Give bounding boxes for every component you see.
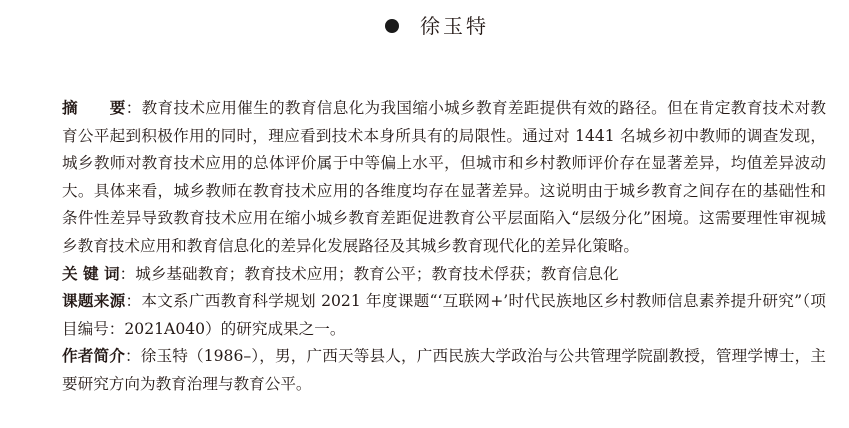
author-bio-text: ：徐玉特（1986–），男，广西天等县人，广西民族大学政治与公共管理学院副教授，管理学博士，主要研究方向为教育治理与教育公平。 (62, 347, 826, 393)
keywords-label: 关 键 词 (62, 264, 120, 283)
article-metadata (30, 95, 826, 399)
funding-label: 课题来源 (62, 292, 126, 311)
author-bio-paragraph (30, 343, 826, 398)
author-line (0, 11, 849, 41)
keywords-paragraph (30, 261, 826, 289)
funding-paragraph (30, 288, 826, 343)
author-name: 徐玉特 (420, 14, 489, 38)
keywords-text: ：城乡基础教育；教育技术应用；教育公平；教育技术俘获；教育信息化 (119, 264, 619, 283)
abstract-label: 摘 要 (62, 99, 126, 117)
abstract-paragraph (30, 95, 826, 261)
abstract-text: ：教育技术应用催生的教育信息化为我国缩小城乡教育差距提供有效的路径。但在肯定教育技术对教育公平起到积极作用的同时，理应看到技术本身所具有的局限性。通过对 1441 名城乡初中教师的调查发现，城乡教师对教育技术应用的总体评价属于中等偏上水平，但城市和乡村教师评价存在显著差异，均值差异波动大。具体来看，城乡教师在教育技术应用的各维度均存在显著差异。这说明由于城乡教育之间存在的基础性和条件性差异导致教育技术应用在缩小城乡教育差距促进教育公平层面陷入“层级分化”困境。这需要理性审视城乡教育技术应用和教育信息化的差异化发展路径及其城乡教育现代化的差异化策略。 (62, 99, 826, 255)
author-bio-label: 作者简介 (62, 347, 125, 366)
funding-text: ：本文系广西教育科学规划 2021 年度课题“‘互联网+’时代民族地区乡村教师信息素养提升研究”（项目编号：2021A040）的研究成果之一。 (62, 292, 826, 338)
bullet-icon (385, 19, 399, 33)
